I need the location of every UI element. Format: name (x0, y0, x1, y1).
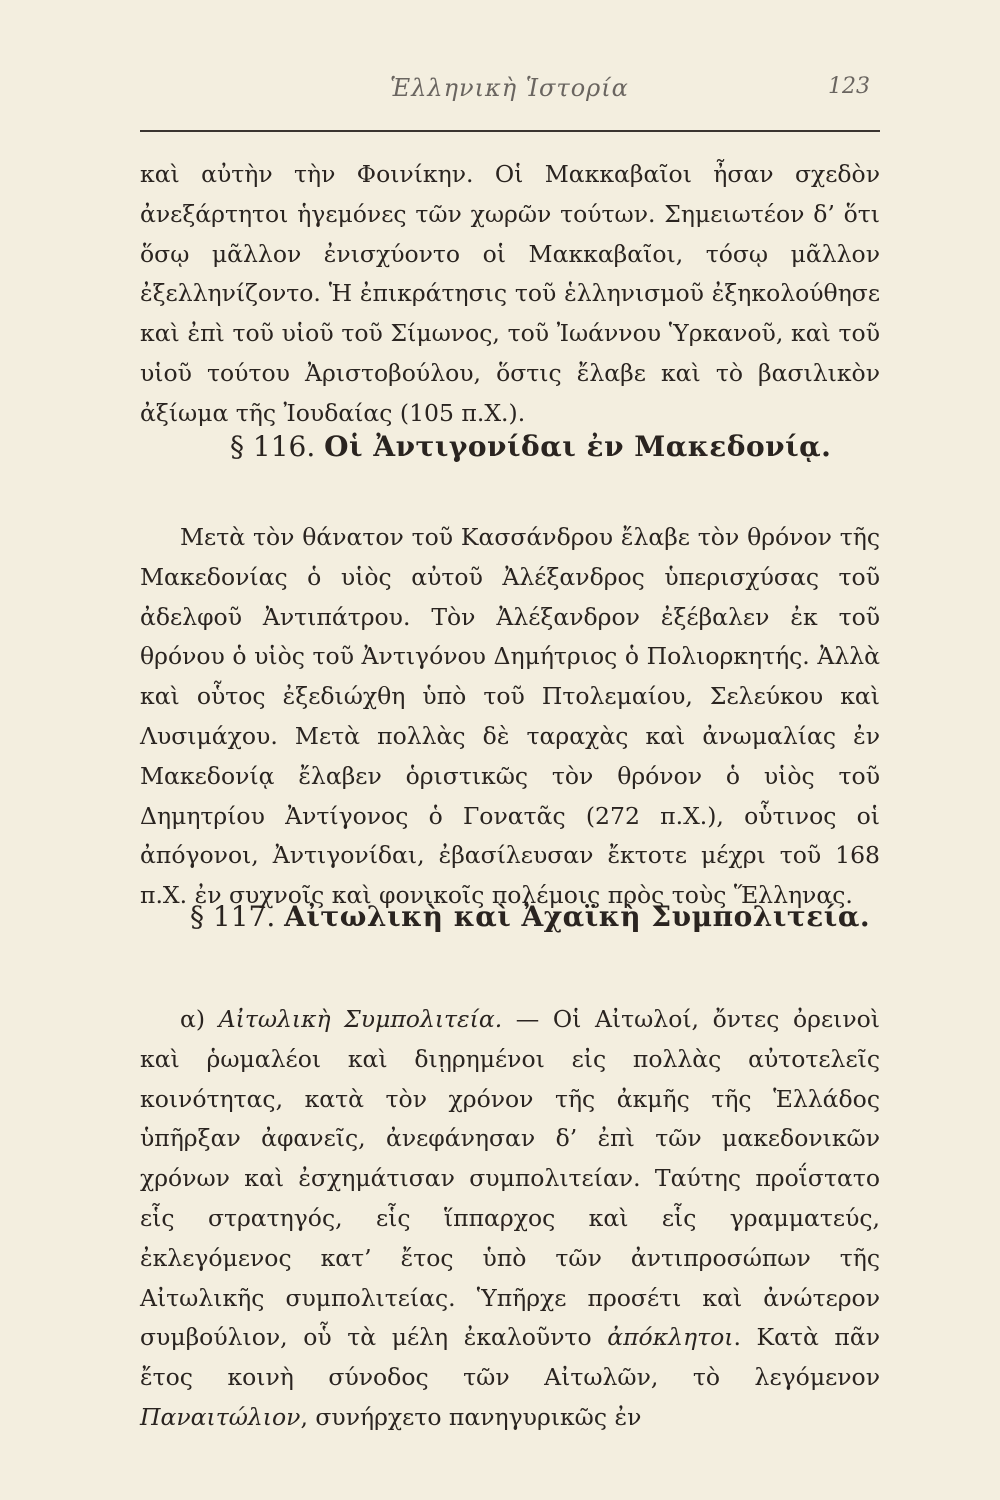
section-117-mark: § 117. (190, 900, 276, 933)
paragraph-3 (140, 1000, 880, 1438)
paragraph-2: Μετὰ τὸν θάνατον τοῦ Κασσάνδρου ἔλαβε τὸν θρόνον τῆς Μακεδονίας ὁ υἱὸς αὐτοῦ Ἀλέξανδρος ὑπερισχύσας τοῦ ἀδελφοῦ Ἀντιπάτρου. Τὸν Ἀλέξανδρον ἐξέβαλεν ἐκ τοῦ θρόνου ὁ υἱὸς τοῦ Ἀντιγόνου Δημήτριος ὁ Πολιορκητής. Ἀλλὰ καὶ οὗτος ἐξεδιώχθη ὑπὸ τοῦ Πτολεμαίου, Σελεύκου καὶ Λυσιμάχου. Μετὰ πολλὰς δὲ ταραχὰς καὶ ἀνωμαλίας ἐν Μακεδονίᾳ ἔλαβεν ὁριστικῶς τὸν θρόνον ὁ υἱὸς τοῦ Δημητρίου Ἀντίγονος ὁ Γονατᾶς (272 π.Χ.), οὗτινος οἱ ἀπόγονοι, Ἀντιγονίδαι, ἐβασίλευσαν ἔκτοτε μέχρι τοῦ 168 π.Χ. ἐν συχνοῖς καὶ φονικοῖς πολέμοις πρὸς τοὺς Ἕλληνας. (140, 523, 880, 910)
section-117-title: Αἰτωλικὴ καὶ Ἀχαϊκὴ Συμπολιτεία. (284, 900, 871, 933)
paragraph-3-text-c: , συνήρχετο πανηγυρικῶς ἐν (300, 1402, 642, 1431)
paragraph-3-text-a: — Οἱ Αἰτωλοί, ὄντες ὀρεινοὶ καὶ ῥωμαλέοι καὶ διῃρημένοι εἰς πολλὰς αὐτοτελεῖς κοινότητας, κατὰ τὸν χρόνον τῆς ἀκμῆς τῆς Ἑλλάδος ὑπῆρξαν ἀφανεῖς, ἀνεφάνησαν δ’ ἐπὶ τῶν μακεδονικῶν χρόνων καὶ ἐσχημάτισαν συμπολιτείαν. Ταύτης προΐστατο εἷς στρατηγός, εἷς ἵππαρχος καὶ εἷς γραμματεύς, ἐκλεγόμενος κατ’ ἔτος ὑπὸ τῶν ἀντιπροσώπων τῆς Αἰτωλικῆς συμπολιτείας. Ὑπῆρχε προσέτι καὶ ἀνώτερον συμβούλιον, οὗ τὰ μέλη ἐκαλοῦντο (140, 1005, 880, 1352)
section-116-heading (230, 430, 970, 463)
paragraph-1: καὶ αὐτὴν τὴν Φοινίκην. Οἱ Μακκαβαῖοι ἦσαν σχεδὸν ἀνεξάρτητοι ἡγεμόνες τῶν χωρῶν τούτων. Σημειωτέον δ’ ὅτι ὅσῳ μᾶλλον ἐνισχύοντο οἱ Μακκαβαῖοι, τόσῳ μᾶλλον ἐξελληνίζοντο. Ἡ ἐπικράτησις τοῦ ἑλληνισμοῦ ἐξηκολούθησε καὶ ἐπὶ τοῦ υἱοῦ τοῦ Σίμωνος, τοῦ Ἰωάννου Ὑρκανοῦ, καὶ τοῦ υἱοῦ τούτου Ἀριστοβούλου, ὅστις ἔλαβε καὶ τὸ βασιλικὸν ἀξίωμα τῆς Ἰουδαίας (105 π.Χ.). (140, 160, 880, 427)
subsection-title: Αἰτωλικὴ Συμπολιτεία. (218, 1005, 503, 1033)
subsection-label: α) (180, 1005, 206, 1033)
section-116-title: Οἱ Ἀντιγονίδαι ἐν Μακεδονίᾳ. (324, 430, 832, 463)
header-rule (140, 130, 880, 132)
term-panaitolion: Παναιτώλιον (140, 1402, 301, 1431)
running-head (140, 62, 880, 102)
section-116-mark: § 116. (230, 430, 316, 463)
paragraph-3-text-b: . Κατὰ πᾶν ἔτος κοινὴ σύνοδος τῶν Αἰτωλῶν, τὸ λεγόμενον (140, 1323, 880, 1392)
section-117-heading (190, 900, 930, 933)
running-title: Ἑλληνικὴ Ἱστορία (390, 74, 629, 102)
term-apokletoi: ἀπόκλητοι (607, 1323, 734, 1352)
page-number: 123 (828, 74, 870, 99)
